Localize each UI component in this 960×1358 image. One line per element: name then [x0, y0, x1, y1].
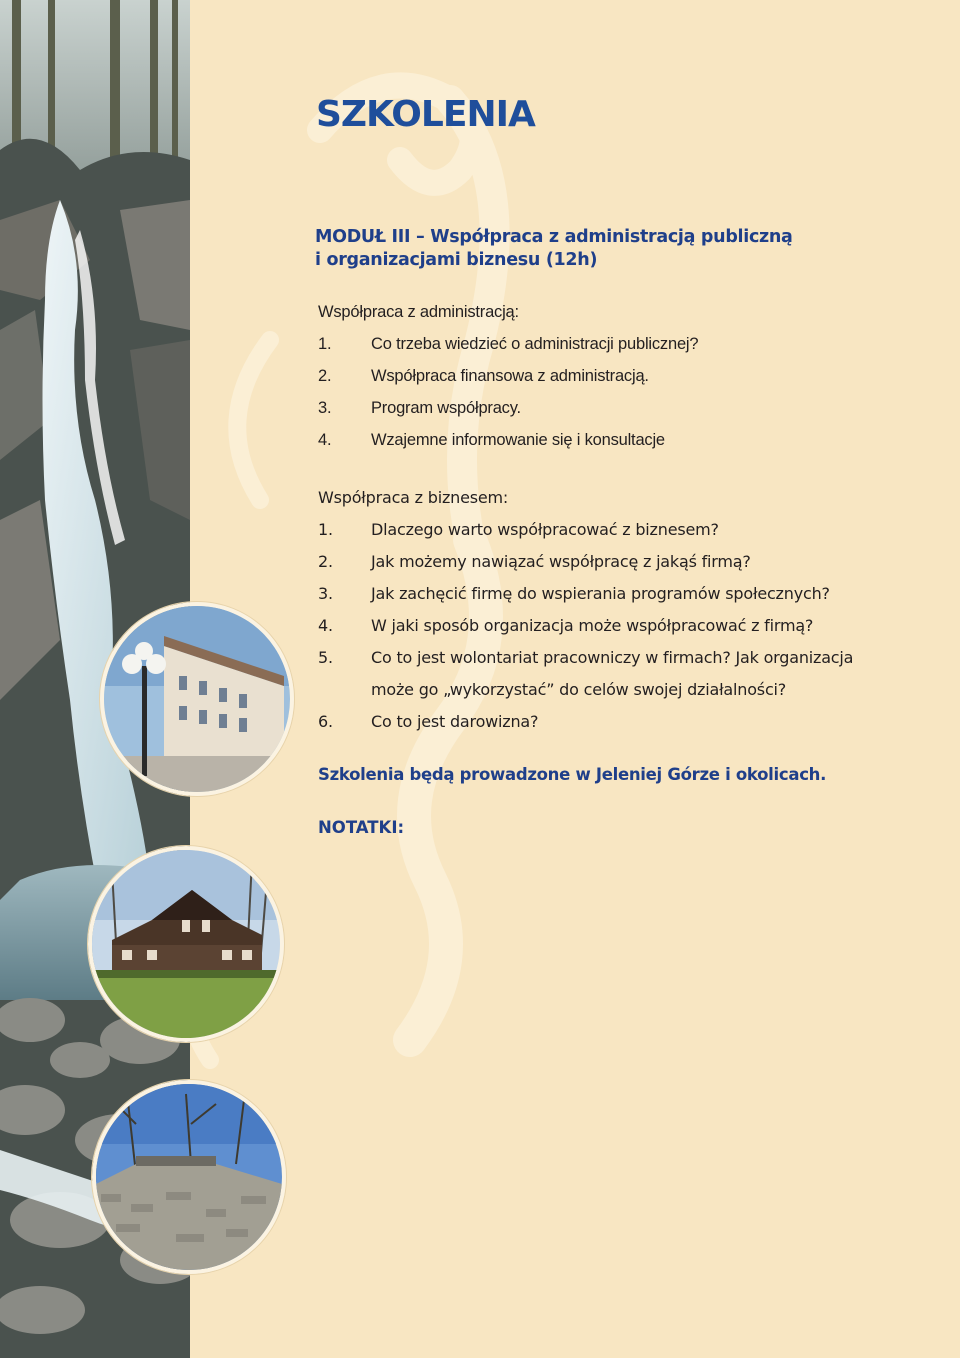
location-note: Szkolenia będą prowadzone w Jeleniej Górze i okolicach. — [318, 765, 827, 784]
list-number: 2. — [318, 552, 333, 571]
list-item — [318, 360, 698, 392]
list-item — [318, 578, 853, 610]
list-item — [318, 642, 853, 706]
list-number: 2. — [318, 367, 332, 385]
list-text: Wzajemne informowanie się i konsultacje — [371, 431, 665, 449]
business-section-heading: Współpraca z biznesem: — [318, 488, 509, 507]
list-number: 1. — [318, 520, 333, 539]
list-item — [318, 424, 698, 456]
list-item — [318, 514, 853, 546]
list-number: 3. — [318, 399, 332, 417]
list-item — [318, 706, 853, 738]
list-item — [318, 328, 698, 360]
list-number: 5. — [318, 648, 333, 667]
module-title-line-2: i organizacjami biznesu (12h) — [315, 250, 598, 270]
business-section — [318, 486, 853, 738]
list-item — [318, 546, 853, 578]
castle-tower-photo — [92, 1080, 286, 1274]
page-title: SZKOLENIA — [316, 94, 535, 135]
list-text: Współpraca finansowa z administracją. — [371, 367, 649, 385]
list-text-continuation: może go „wykorzystać” do celów swojej działalności? — [371, 680, 787, 699]
palace-street-photo — [100, 602, 294, 796]
list-item — [318, 610, 853, 642]
list-number: 3. — [318, 584, 333, 603]
admin-section — [318, 300, 698, 456]
list-text: W jaki sposób organizacja może współpracować z firmą? — [371, 616, 814, 635]
notes-label: NOTATKI: — [318, 818, 405, 837]
module-title-line-1: MODUŁ III – Współpraca z administracją publiczną — [315, 227, 793, 247]
module-title — [315, 226, 793, 272]
list-text: Jak możemy nawiązać współpracę z jakąś firmą? — [371, 552, 751, 571]
wooden-villa-photo — [88, 846, 284, 1042]
list-text: Dlaczego warto współpracować z biznesem? — [371, 520, 719, 539]
list-text: Co to jest darowizna? — [371, 712, 539, 731]
list-text: Co to jest wolontariat pracowniczy w firmach? Jak organizacja — [371, 648, 854, 667]
list-number: 1. — [318, 335, 332, 353]
list-item — [318, 392, 698, 424]
list-number: 4. — [318, 431, 332, 449]
business-topic-list — [318, 514, 853, 738]
list-text: Jak zachęcić firmę do wspierania programów społecznych? — [371, 584, 830, 603]
list-number: 4. — [318, 616, 333, 635]
admin-section-heading: Współpraca z administracją: — [318, 303, 519, 321]
list-text: Co trzeba wiedzieć o administracji publicznej? — [371, 335, 699, 353]
list-number: 6. — [318, 712, 333, 731]
admin-topic-list — [318, 328, 698, 456]
list-text: Program współpracy. — [371, 399, 521, 417]
